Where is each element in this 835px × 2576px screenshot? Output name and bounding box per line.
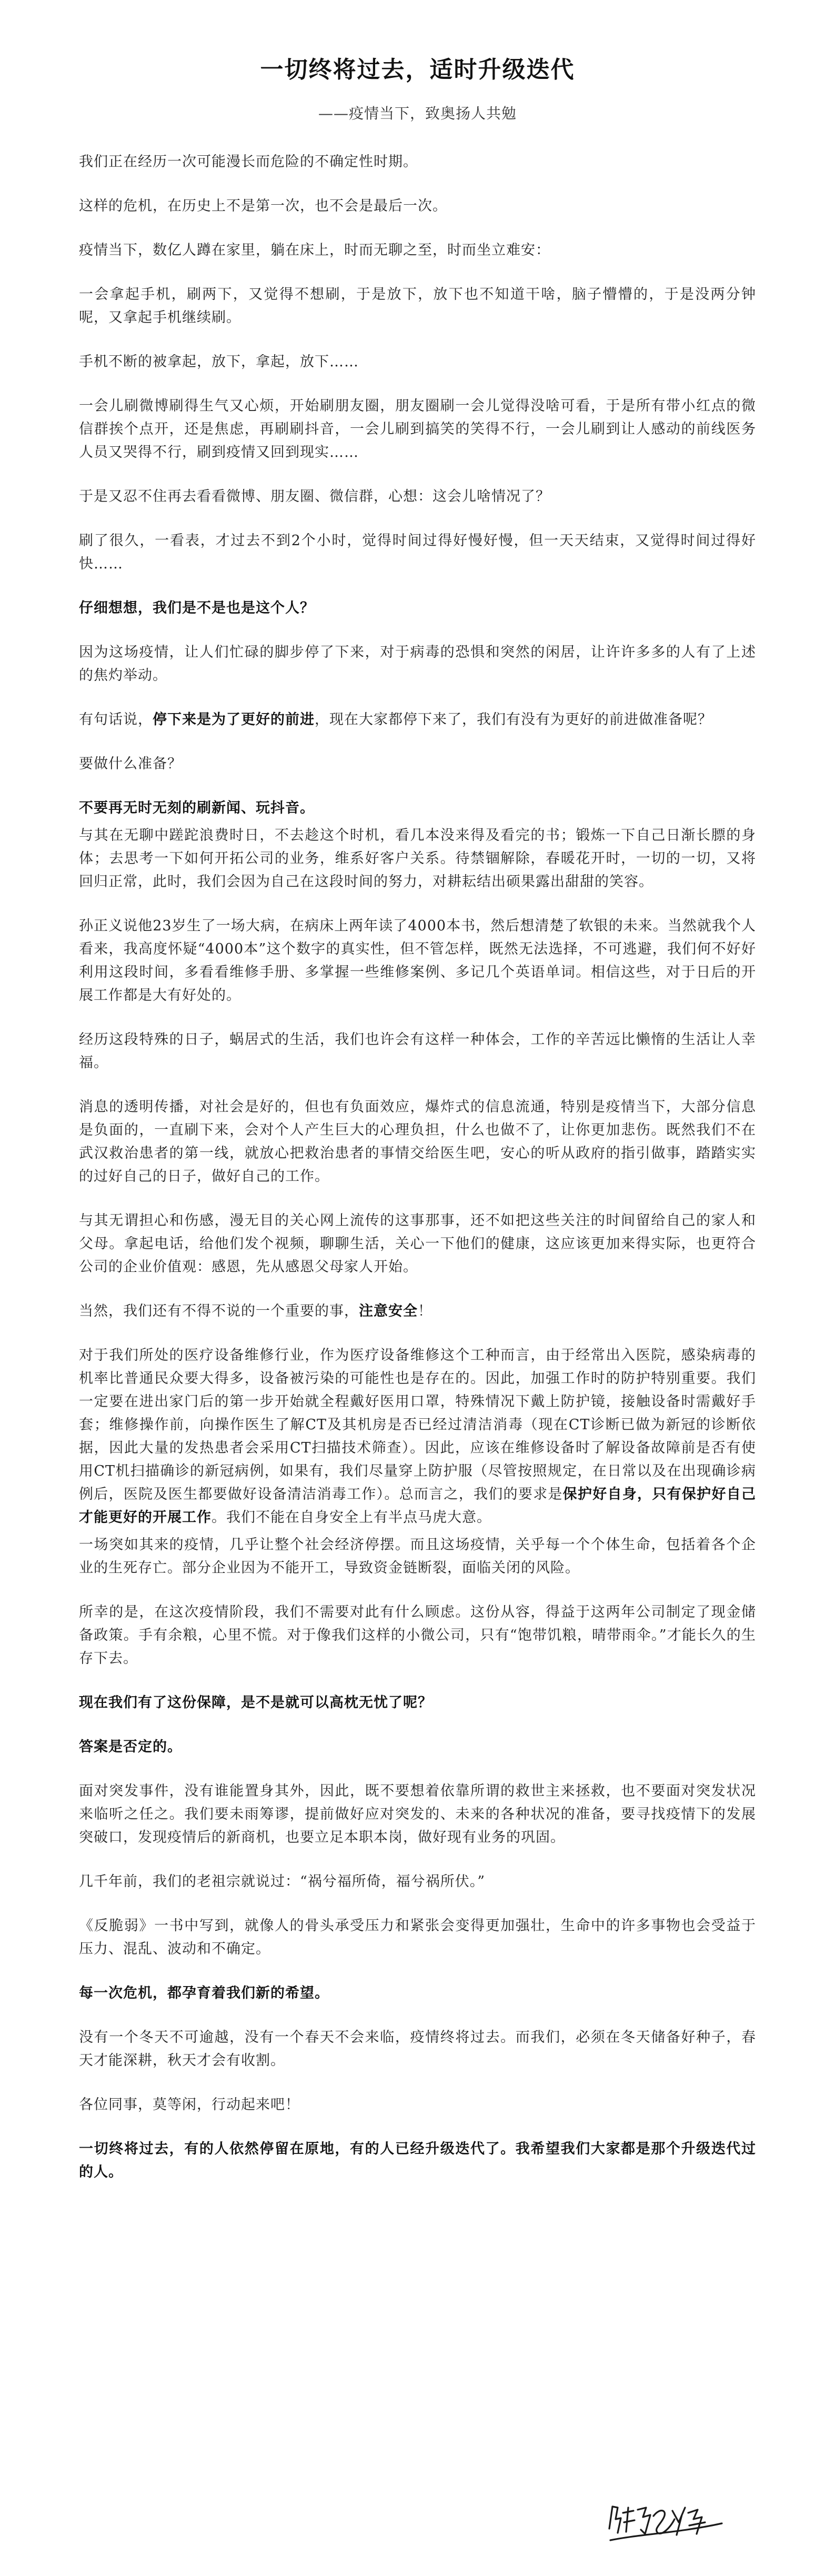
- paragraph-3: 疫情当下，数亿人蹲在家里，躺在床上，时而无聊之至，时而坐立难安：: [79, 242, 550, 258]
- heading-reflect: 仔细想想，我们是不是也是这个人？: [79, 600, 315, 616]
- paragraph-20-post: 。我们不能在自身安全上有半点马虎大意。: [212, 1509, 491, 1526]
- heading-hope: 每一次危机，都孕育着我们新的希望。: [79, 1985, 329, 2001]
- closing-statement: 一切终将过去，有的人依然停留在原地，有的人已经升级迭代了。我希望我们大家都是那个升级迭代过的人。: [79, 2141, 756, 2180]
- paragraph-4: 一会拿起手机，刷两下，又觉得不想刷，于是放下，放下也不知道干啥，脑子懵懵的，于是没两分钟呢，又拿起手机继续刷。: [79, 286, 756, 326]
- paragraph-30: 各位同事，莫等闲，行动起来吧！: [79, 2097, 300, 2113]
- heading-answer: 答案是否定的。: [79, 1739, 182, 1755]
- paragraph-21: 一场突如其来的疫情，几乎让整个社会经济停摆。而且这场疫情，关乎每一个个体生命，包括着各个企业的生死存亡。部分企业因为不能开工，导致资金链断裂，面临关闭的风险。: [79, 1537, 756, 1576]
- paragraph-11-emphasis: 停下来是为了更好的前进: [153, 711, 315, 728]
- paragraph-10: 因为这场疫情，让人们忙碌的脚步停了下来，对于病毒的恐惧和突然的闲居，让许许多多的人有了上述的焦灼举动。: [79, 644, 756, 684]
- paragraph-25: 面对突发事件，没有谁能置身其外，因此，既不要想着依靠所谓的救世主来拯救，也不要面对突发状况来临听之任之。我们要未雨筹谬，提前做好应对突发的、未来的各种状况的准备，要寻找疫情下的发展突破口，发现疫情后的新商机，也要立足本职本岗，做好现有业务的巩固。: [79, 1783, 756, 1846]
- paragraph-11: [79, 708, 756, 731]
- paragraph-22: 所幸的是，在这次疫情阶段，我们不需要对此有什么顾虑。这份从容，得益于这两年公司制定了现金储备政策。手有余粮，心里不慌。对于像我们这样的小微公司，只有“饱带饥粮，晴带雨伞。”才能长久的生存下去。: [79, 1604, 756, 1667]
- paragraph-1: 我们正在经历一次可能漫长而危险的不确定性时期。: [79, 154, 418, 170]
- paragraph-8: 刷了很久，一看表，才过去不到2个小时，觉得时间过得好慢好慢，但一天天结束，又觉得时间过得好快……: [79, 533, 756, 572]
- document: [79, 51, 756, 2205]
- paragraph-20: [79, 1344, 756, 1529]
- handwritten-signature: [605, 2492, 726, 2550]
- paragraph-17: 消息的透明传播，对社会是好的，但也有负面效应，爆炸式的信息流通，特别是疫情当下，大部分信息是负面的，一直刷下来，会对个人产生巨大的心理负担，什么也做不了，让你更加悲伤。既然我们不在武汉救治患者的第一线，就放心把救治患者的事情交给医生吧，安心的听从政府的指引做事，踏踏实实的过好自己的日子，做好自己的工作。: [79, 1099, 756, 1185]
- heading-no-scrolling: 不要再无时无刻的刷新闻、玩抖音。: [79, 800, 315, 816]
- paragraph-26: 几千年前，我们的老祖宗就说过：“祸兮福所倚，福兮祸所伏。”: [79, 1873, 486, 1890]
- paragraph-7: 于是又忍不住再去看看微博、朋友圈、微信群，心想：这会儿啥情况了？: [79, 488, 550, 505]
- paragraph-19-pre: 当然，我们还有不得不说的一个重要的事，: [79, 1303, 359, 1319]
- paragraph-29: 没有一个冬天不可逾越，没有一个春天不会来临，疫情终将过去。而我们，必须在冬天储备好种子，春天才能深耕，秋天才会有收割。: [79, 2029, 756, 2069]
- document-subtitle: ——疫情当下，致奥扬人共勉: [318, 105, 517, 122]
- paragraph-19-emphasis: 注意安全: [359, 1303, 418, 1319]
- paragraph-19: [79, 1300, 756, 1323]
- document-title: 一切终将过去，适时升级迭代: [260, 56, 575, 83]
- paragraph-18: 与其无谓担心和伤感，漫无目的关心网上流传的这事那事，还不如把这些关注的时间留给自己的家人和父母。拿起电话，给他们发个视频，聊聊生活，关心一下他们的健康，这应该更加来得实际，也更符合公司的企业价值观：感恩，先从感恩父母家人开始。: [79, 1212, 756, 1275]
- heading-question: 现在我们有了这份保障，是不是就可以高枕无忧了呢？: [79, 1695, 432, 1711]
- paragraph-15: 孙正义说他23岁生了一场大病，在病床上两年读了4000本书，然后想清楚了软银的未来。当然就我个人看来，我高度怀疑“4000本”这个数字的真实性，但不管怎样，既然无法选择，不可逃避，我们何不好好利用这段时间，多看看维修手册、多掌握一些维修案例、多记几个英语单词。相信这些，对于日后的开展工作都是大有好处的。: [79, 918, 756, 1004]
- paragraph-12: 要做什么准备？: [79, 756, 182, 772]
- paragraph-11-post: ，现在大家都停下来了，我们有没有为更好的前进做准备呢？: [315, 711, 712, 728]
- paragraph-11-pre: 有句话说，: [79, 711, 153, 728]
- paragraph-14: 与其在无聊中蹉跎浪费时日，不去趁这个时机，看几本没来得及看完的书；锻炼一下自己日渐长膘的身体；去思考一下如何开拓公司的业务，维系好客户关系。待禁锢解除，春暖花开时，一切的一切，又将回归正常，此时，我们会因为自己在这段时间的努力，对耕耘结出硕果露出甜甜的笑容。: [79, 827, 756, 890]
- paragraph-19-post: ！: [418, 1303, 432, 1319]
- paragraph-27: 《反脆弱》一书中写到，就像人的骨头承受压力和紧张会变得更加强壮，生命中的许多事物也会受益于压力、混乱、波动和不确定。: [79, 1918, 756, 1957]
- paragraph-5: 手机不断的被拿起，放下，拿起，放下……: [79, 354, 359, 370]
- paragraph-16: 经历这段特殊的日子，蜗居式的生活，我们也许会有这样一种体会，工作的辛苦远比懒惰的生活让人幸福。: [79, 1031, 756, 1071]
- paragraph-6: 一会儿刷微博刷得生气又心烦，开始刷朋友圈，朋友圈刷一会儿觉得没啥可看，于是所有带小红点的微信群挨个点开，还是焦虑，再刷刷抖音，一会儿刷到搞笑的笑得不行，一会儿刷到让人感动的前线医务人员又哭得不行，刷到疫情又回到现实……: [79, 398, 756, 460]
- paragraph-20-emphasis: 保护好自身，只有保护好自己才能更好的开展工作: [79, 1486, 757, 1526]
- paragraph-2: 这样的危机，在历史上不是第一次，也不会是最后一次。: [79, 198, 447, 214]
- paragraph-20-pre: 对于我们所处的医疗设备维修行业，作为医疗设备维修这个工种而言，由于经常出入医院，感染病毒的机率比普通民众要大得多，设备被污染的可能性也是存在的。因此，加强工作时的防护特别重要。我们一定要在进出家门后的第一步开始就全程戴好医用口罩，特殊情况下戴上防护镜，接触设备时需戴好手套；维修操作前，向操作医生了解CT及其机房是否已经过清洁消毒（现在CT诊断已做为新冠的诊断依据，因此大量的发热患者会采用CT扫描技术筛查）。因此，应该在维修设备时了解设备故障前是否有使用CT机扫描确诊的新冠病例，如果有，我们尽量穿上防护服（尽管按照规定，在日常以及在出现确诊病例后，医院及医生都要做好设备清洁消毒工作）。总而言之，我们的要求是: [79, 1347, 756, 1502]
